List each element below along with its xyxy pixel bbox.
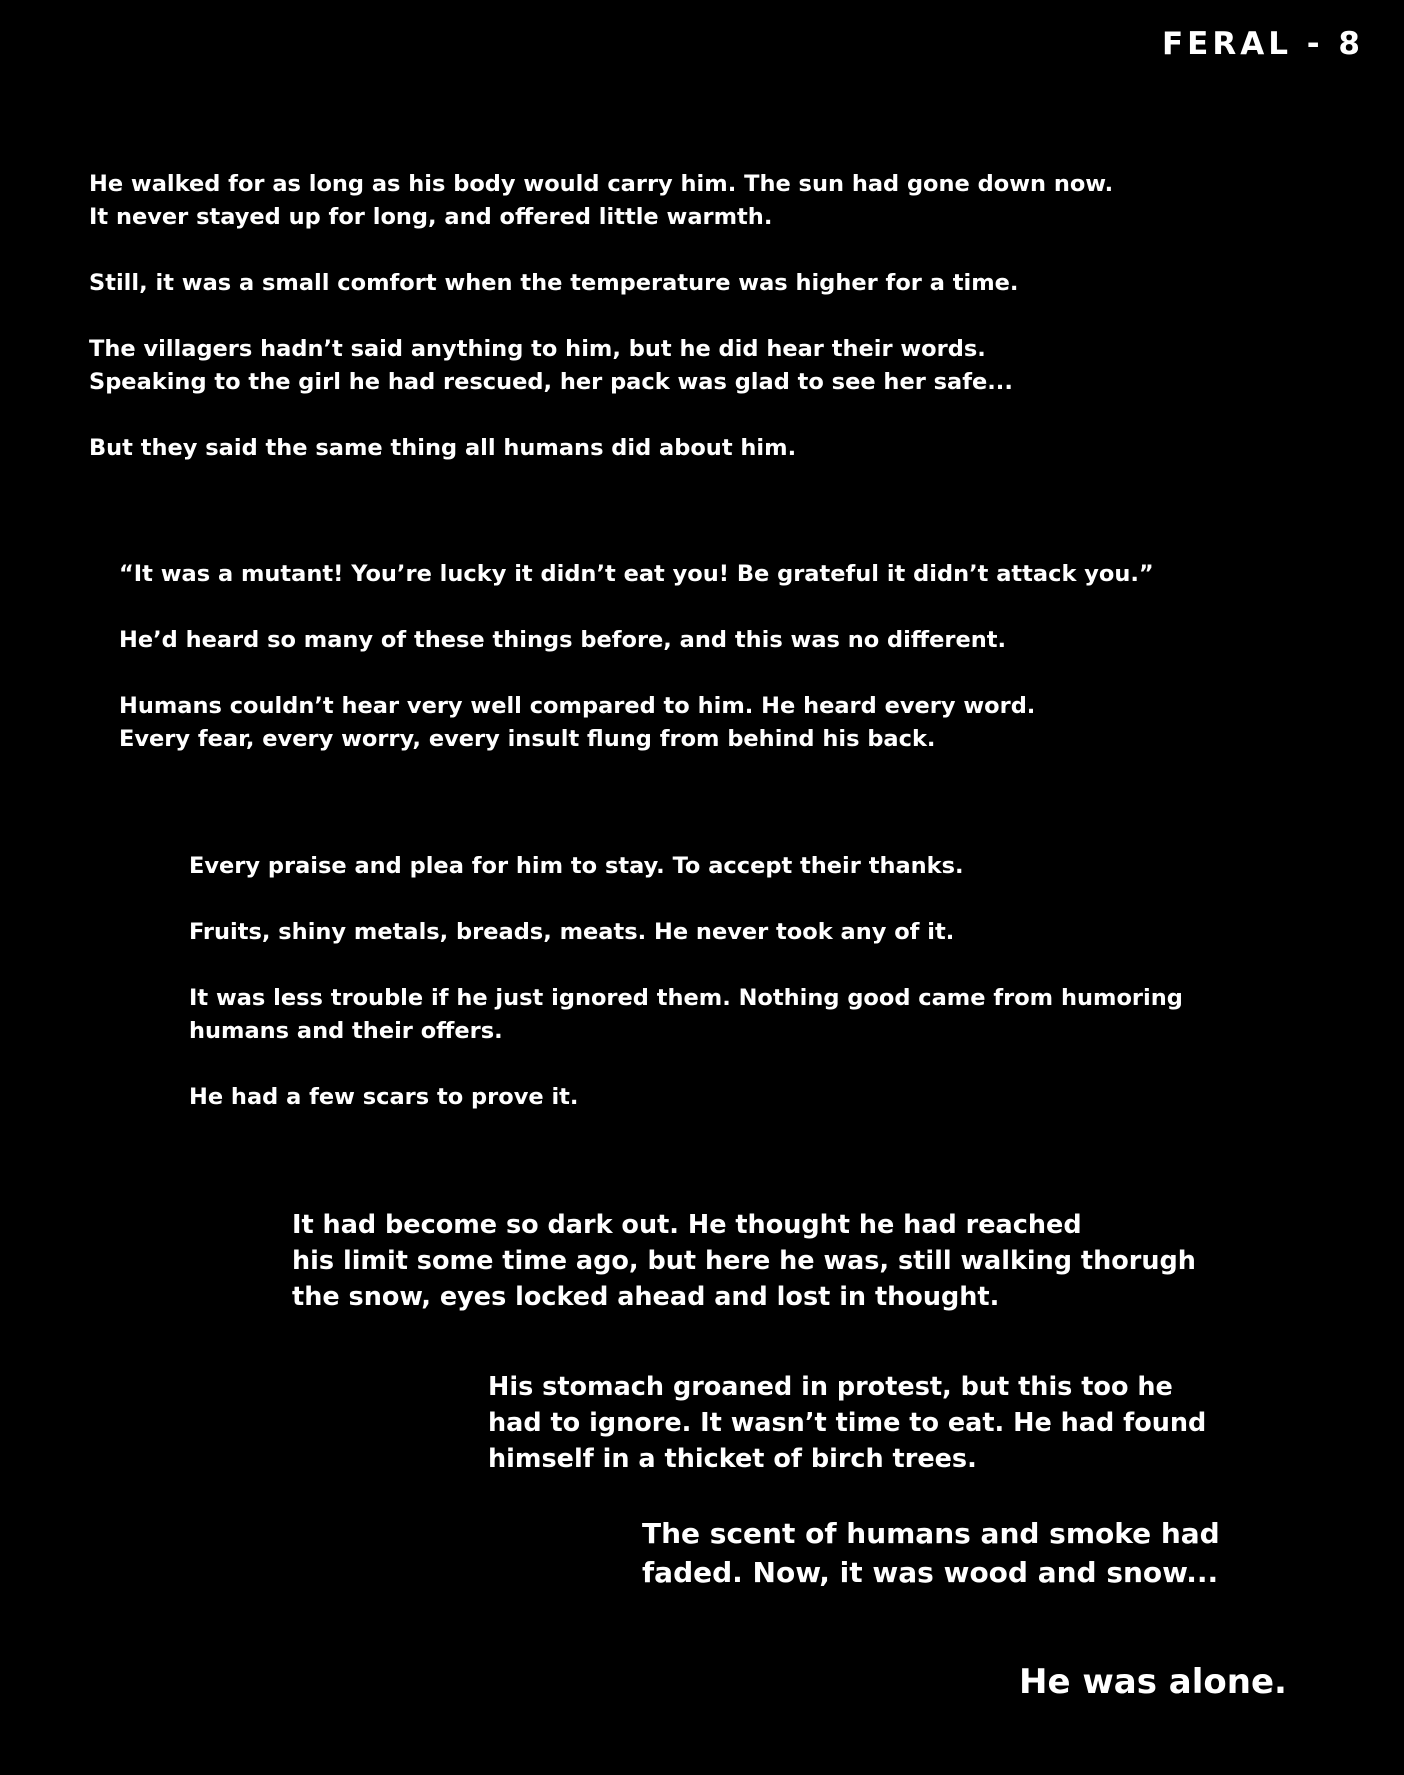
story-block-5 <box>488 1369 1206 1477</box>
page-header-title: FERAL - 8 <box>1162 26 1364 62</box>
story-paragraph: But they said the same thing all humans did about him. <box>89 435 797 461</box>
story-block-3 <box>189 850 1183 1114</box>
story-paragraph: The scent of humans and smoke had faded. Now, it was wood and snow... <box>642 1517 1220 1589</box>
story-paragraph: The villagers hadn’t said anything to him, but he did hear their words. Speaking to the girl he had rescued, her pack was glad to see her safe... <box>89 336 1013 395</box>
story-paragraph: It had become so dark out. He thought he had reached his limit some time ago, but here he was, still walking thorugh the snow, eyes locked ahead and lost in thought. <box>292 1210 1196 1312</box>
story-block-6 <box>642 1514 1220 1592</box>
story-block-7 <box>1019 1661 1287 1703</box>
story-paragraph: He was alone. <box>1019 1662 1287 1702</box>
story-paragraph: Humans couldn’t hear very well compared to him. He heard every word. Every fear, every worry, every insult flung from behind his back. <box>119 693 1036 752</box>
story-paragraph: His stomach groaned in protest, but this too he had to ignore. It wasn’t time to eat. He had found himself in a thicket of birch trees. <box>488 1372 1207 1474</box>
story-paragraph: Still, it was a small comfort when the temperature was higher for a time. <box>89 270 1019 296</box>
story-block-1 <box>89 168 1113 465</box>
story-paragraph: Every praise and plea for him to stay. To accept their thanks. <box>189 853 964 879</box>
story-paragraph: He walked for as long as his body would carry him. The sun had gone down now. It never stayed up for long, and offered little warmth. <box>89 171 1114 230</box>
story-block-2 <box>119 558 1154 756</box>
story-paragraph: “It was a mutant! You’re lucky it didn’t eat you! Be grateful it didn’t attack you.” <box>119 561 1154 587</box>
story-paragraph: Fruits, shiny metals, breads, meats. He never took any of it. <box>189 919 955 945</box>
story-paragraph: It was less trouble if he just ignored them. Nothing good came from humoring humans and their offers. <box>189 985 1183 1044</box>
story-block-4 <box>292 1207 1196 1315</box>
story-paragraph: He’d heard so many of these things before, and this was no different. <box>119 627 1007 653</box>
story-paragraph: He had a few scars to prove it. <box>189 1084 579 1110</box>
